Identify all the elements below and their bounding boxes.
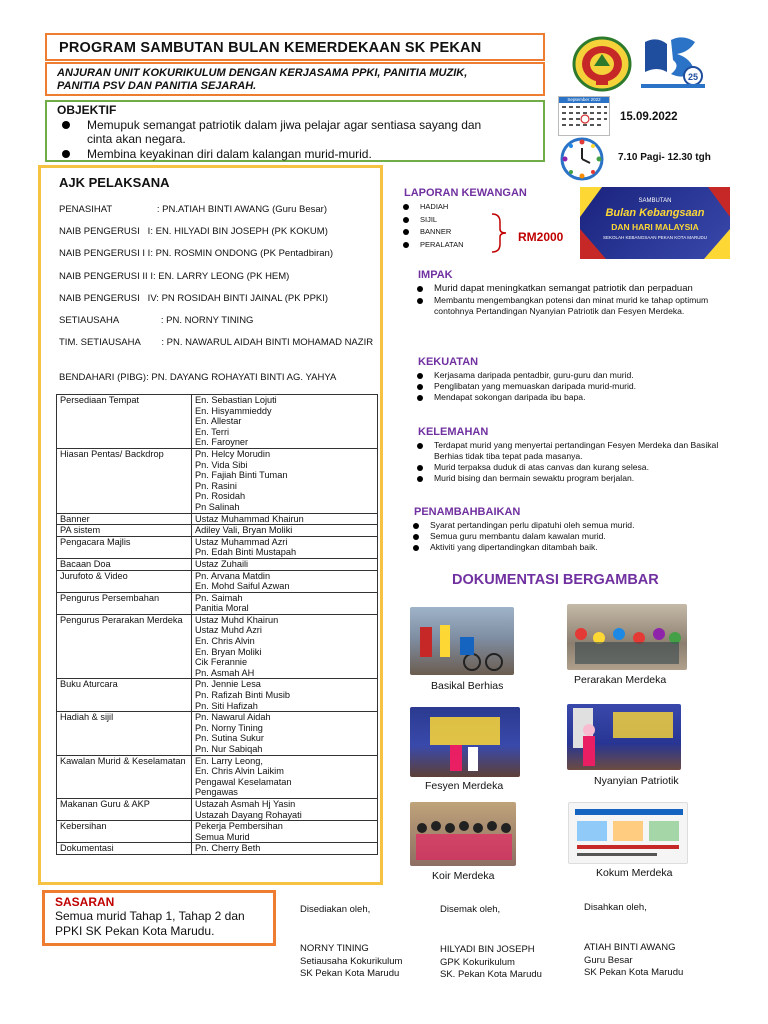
table-row — [57, 679, 378, 712]
task-cell: Jurufoto & Video — [57, 570, 192, 592]
objektif-heading: OBJEKTIF — [57, 103, 117, 117]
brace-icon — [490, 212, 510, 259]
laporan-item: HADIAH — [398, 201, 463, 214]
member-name: Ustazah Asmah Hj Yasin — [195, 798, 296, 809]
objektif-item: Memupuk semangat patriotik dalam jiwa pelajar agar sentiasa sayang dan cinta akan negara. — [57, 118, 543, 146]
member-name: Pn. Vida Sibi — [195, 459, 248, 470]
sasaran-heading: SASARAN — [55, 895, 115, 909]
impak-heading: IMPAK — [418, 269, 453, 281]
kekuatan-list — [412, 370, 730, 403]
kekuatan-item: Penglibatan yang memuaskan daripada murid-murid. — [412, 381, 730, 392]
member-name: Panitia Moral — [195, 603, 249, 614]
photo-caption: Nyanyian Patriotik — [594, 775, 679, 787]
names-cell — [192, 570, 378, 592]
member-name: En. Chris Alvin — [195, 636, 255, 647]
member-name: Pn. Saimah — [195, 592, 243, 603]
member-name: Pengawas — [195, 787, 238, 798]
member-name: Pn. Sutina Sukur — [195, 733, 264, 744]
sig-line: SK Pekan Kota Marudu — [300, 968, 400, 979]
laporan-total: RM2000 — [518, 230, 564, 244]
member-name: Ustaz Muhd Khairun — [195, 614, 279, 625]
photo-caption: Perarakan Merdeka — [574, 674, 667, 686]
member-name: Ustazah Dayang Rohayati — [195, 809, 302, 820]
member-name: Pn. Helcy Morudin — [195, 448, 271, 459]
banner-small: SAMBUTAN — [638, 198, 672, 204]
kekuatan-item: Mendapat sokongan daripada ibu bapa. — [412, 392, 730, 403]
photo-perarakan-merdeka — [567, 604, 687, 670]
ajk-role: NAIB PENGERUSI IV: PN ROSIDAH BINTI JAINAL (PK PPKI) — [59, 293, 329, 304]
names-cell — [192, 821, 378, 843]
kekuatan-item: Kerjasama daripada pentadbir, guru-guru dan murid. — [412, 370, 730, 381]
anjuran-line-2: PANITIA PSV DAN PANITIA SEJARAH. — [57, 80, 257, 92]
task-cell: Persediaan Tempat — [57, 395, 192, 449]
sig-label: Disahkan oleh, — [584, 902, 647, 913]
names-cell — [192, 592, 378, 614]
member-name: Pn. Asmah AH — [195, 667, 255, 678]
event-date: 15.09.2022 — [620, 111, 678, 123]
sig-name: HILYADI BIN JOSEPH — [440, 944, 535, 955]
names-cell — [192, 798, 378, 820]
sabah-education-logo — [637, 32, 709, 92]
member-name: Pn. Siti Hafizah — [195, 700, 258, 711]
table-row — [57, 525, 378, 537]
photo-basikal-berhias — [410, 607, 514, 675]
member-name: En. Mohd Saiful Azwan — [195, 581, 290, 592]
member-name: En. Sebastian Lojuti — [195, 395, 277, 405]
member-name: Cik Ferannie — [195, 657, 248, 668]
member-name: Pn Salinah — [195, 501, 240, 512]
photo-caption: Basikal Berhias — [431, 680, 504, 692]
sig-name: NORNY TINING — [300, 943, 369, 954]
sig-name: ATIAH BINTI AWANG — [584, 942, 676, 953]
kekuatan-heading: KEKUATAN — [418, 356, 479, 368]
penambahbaikan-item: Semua guru membantu dalam kawalan murid. — [408, 531, 726, 542]
penambahbaikan-heading: PENAMBAHBAIKAN — [414, 506, 521, 518]
member-name: Pengawal Keselamatan — [195, 776, 292, 787]
task-cell: Pengurus Persembahan — [57, 592, 192, 614]
task-cell: PA sistem — [57, 525, 192, 537]
names-cell — [192, 614, 378, 679]
clock-icon — [560, 137, 604, 181]
calendar-month: September 2022 — [559, 97, 609, 103]
member-name: Ustaz Muhammad Azri — [195, 536, 288, 547]
names-cell — [192, 843, 378, 855]
laporan-item: SIJIL — [398, 214, 463, 227]
names-cell — [192, 395, 378, 449]
impak-list — [412, 283, 730, 317]
member-name: Pn. Cherry Beth — [195, 843, 261, 854]
table-row — [57, 798, 378, 820]
sig-line: GPK Kokurikulum — [440, 957, 515, 968]
names-cell — [192, 755, 378, 798]
school-logo — [572, 36, 632, 92]
ajk-role: SETIAUSAHA : PN. NORNY TINING — [59, 315, 254, 326]
table-row — [57, 536, 378, 558]
sig-label: Disediakan oleh, — [300, 904, 371, 915]
sig-label: Disemak oleh, — [440, 904, 501, 915]
kelemahan-item: Murid terpaksa duduk di atas canvas dan kurang selesa. — [412, 462, 730, 473]
sasaran-box — [42, 890, 276, 946]
photo-koir-merdeka — [410, 802, 516, 866]
table-row — [57, 712, 378, 755]
objektif-item: Membina keyakinan diri dalam kalangan murid-murid. — [57, 147, 543, 161]
member-name: En. Allestar — [195, 416, 242, 427]
sig-line: SK. Pekan Kota Marudu — [440, 969, 542, 980]
task-cell: Makanan Guru & AKP — [57, 798, 192, 820]
member-name: En. Chris Alvin Laikim — [195, 766, 284, 777]
member-name: Pn. Edah Binti Mustapah — [195, 547, 297, 558]
names-cell — [192, 536, 378, 558]
member-name: Pn. Nawarul Aidah — [195, 712, 271, 723]
kelemahan-item: Terdapat murid yang menyertai pertandingan Fesyen Merdeka dan Basikal Berhias tidak tiba tepat pada masanya. — [412, 440, 730, 462]
sig-line: Setiausaha Kokurikulum — [300, 956, 403, 967]
member-name: En. Hisyammieddy — [195, 405, 272, 416]
svg-text:25: 25 — [688, 72, 699, 82]
names-cell — [192, 679, 378, 712]
calendar-icon — [558, 96, 610, 136]
ajk-heading: AJK PELAKSANA — [59, 175, 170, 190]
member-name: En. Bryan Moliki — [195, 646, 262, 657]
table-row — [57, 592, 378, 614]
table-row — [57, 821, 378, 843]
task-cell: Pengacara Majlis — [57, 536, 192, 558]
task-cell: Bacaan Doa — [57, 558, 192, 570]
task-cell: Dokumentasi — [57, 843, 192, 855]
table-row — [57, 843, 378, 855]
ajk-role: BENDAHARI (PIBG): PN. DAYANG ROHAYATI BINTI AG. YAHYA — [59, 372, 337, 383]
task-cell: Buku Aturcara — [57, 679, 192, 712]
member-name: Pn. Fajiah Binti Tuman — [195, 470, 288, 481]
member-name: Pn. Nur Sabiqah — [195, 744, 263, 754]
kelemahan-heading: KELEMAHAN — [418, 426, 489, 438]
penambahbaikan-list — [408, 520, 726, 553]
photo-fesyen-merdeka — [410, 707, 520, 777]
laporan-heading: LAPORAN KEWANGAN — [404, 187, 527, 199]
banner-line2: DAN HARI MALAYSIA — [611, 222, 699, 232]
member-name: En. Terri — [195, 426, 230, 437]
sig-line: Guru Besar — [584, 955, 633, 966]
task-cell: Hiasan Pentas/ Backdrop — [57, 448, 192, 513]
penambahbaikan-item: Aktiviti yang dipertandingkan ditambah baik. — [408, 542, 726, 553]
names-cell — [192, 513, 378, 525]
banner-line1: Bulan Kebangsaan — [605, 207, 705, 219]
task-cell: Hadiah & sijil — [57, 712, 192, 755]
task-cell: Pengurus Perarakan Merdeka — [57, 614, 192, 679]
member-name: Pn. Rosidah — [195, 491, 246, 502]
task-cell: Banner — [57, 513, 192, 525]
ajk-role: NAIB PENGERUSI I I: PN. ROSMIN ONDONG (PK Pentadbiran) — [59, 248, 333, 259]
objektif-box — [45, 100, 545, 162]
member-name: En. Faroyner — [195, 437, 249, 448]
laporan-item: BANNER — [398, 226, 463, 239]
member-name: Ustaz Muhammad Khairun — [195, 513, 304, 524]
table-row — [57, 755, 378, 798]
laporan-item: PERALATAN — [398, 239, 463, 252]
member-name: Semua Murid — [195, 831, 250, 842]
photo-kokum-merdeka — [568, 802, 688, 864]
names-cell — [192, 712, 378, 755]
table-row — [57, 614, 378, 679]
ajk-role: NAIB PENGERUSI I: EN. HILYADI BIN JOSEPH (PK KOKUM) — [59, 226, 328, 237]
event-banner — [580, 187, 730, 259]
member-name: Pekerja Pembersihan — [195, 821, 283, 832]
member-name: Pn. Rafizah Binti Musib — [195, 690, 290, 701]
table-row — [57, 395, 378, 449]
anjuran-line-1: ANJURAN UNIT KOKURIKULUM DENGAN KERJASAMA PPKI, PANITIA MUZIK, — [57, 67, 468, 79]
page-title: PROGRAM SAMBUTAN BULAN KEMERDEKAAN SK PEKAN — [45, 33, 545, 61]
event-time: 7.10 Pagi- 12.30 tgh — [618, 152, 711, 163]
table-row — [57, 513, 378, 525]
kelemahan-item: Murid bising dan bermain sewaktu program berjalan. — [412, 473, 730, 484]
member-name: Pn. Norny Tining — [195, 722, 263, 733]
names-cell — [192, 525, 378, 537]
ajk-role: NAIB PENGERUSI II I: EN. LARRY LEONG (PK HEM) — [59, 271, 290, 282]
table-row — [57, 570, 378, 592]
task-cell: Kebersihan — [57, 821, 192, 843]
photo-caption: Koir Merdeka — [432, 870, 495, 882]
member-name: Pn. Rasini — [195, 480, 237, 491]
member-name: Pn. Arvana Matdin — [195, 570, 271, 581]
ajk-panel — [38, 165, 383, 885]
impak-item: Membantu mengembangkan potensi dan minat murid ke tahap optimum contohnya Pertandingan Nyanyian Patriotik dan Fesyen Merdeka. — [412, 295, 730, 317]
anjuran-box — [45, 62, 545, 96]
member-name: Adiley Vali, Bryan Moliki — [195, 525, 293, 536]
ajk-table — [56, 394, 378, 855]
task-cell: Kawalan Murid & Keselamatan — [57, 755, 192, 798]
penambahbaikan-item: Syarat pertandingan perlu dipatuhi oleh semua murid. — [408, 520, 726, 531]
photo-nyanyian-patriotik — [567, 704, 681, 770]
banner-line3: SEKOLAH KEBANGSAAN PEKAN KOTA MARUDU — [603, 235, 707, 240]
ajk-role: PENASIHAT : PN.ATIAH BINTI AWANG (Guru Besar) — [59, 204, 327, 215]
sasaran-text: Semua murid Tahap 1, Tahap 2 dan PPKI SK Pekan Kota Marudu. — [55, 909, 245, 938]
ajk-role: TIM. SETIAUSAHA : PN. NAWARUL AIDAH BINTI MOHAMAD NAZIR — [59, 337, 374, 348]
dokumentasi-heading: DOKUMENTASI BERGAMBAR — [452, 572, 659, 588]
impak-item: Murid dapat meningkatkan semangat patriotik dan perpaduan — [412, 283, 730, 295]
kelemahan-list — [412, 440, 730, 484]
photo-caption: Kokum Merdeka — [596, 867, 673, 879]
table-row — [57, 448, 378, 513]
member-name: Ustaz Muhd Azri — [195, 625, 262, 636]
names-cell — [192, 558, 378, 570]
photo-caption: Fesyen Merdeka — [425, 780, 504, 792]
names-cell — [192, 448, 378, 513]
laporan-list — [398, 201, 463, 251]
member-name: Pn. Jennie Lesa — [195, 679, 261, 690]
table-row — [57, 558, 378, 570]
member-name: En. Larry Leong, — [195, 755, 263, 766]
member-name: Ustaz Zuhaili — [195, 558, 249, 569]
sig-line: SK Pekan Kota Marudu — [584, 967, 684, 978]
objektif-list — [57, 118, 543, 161]
